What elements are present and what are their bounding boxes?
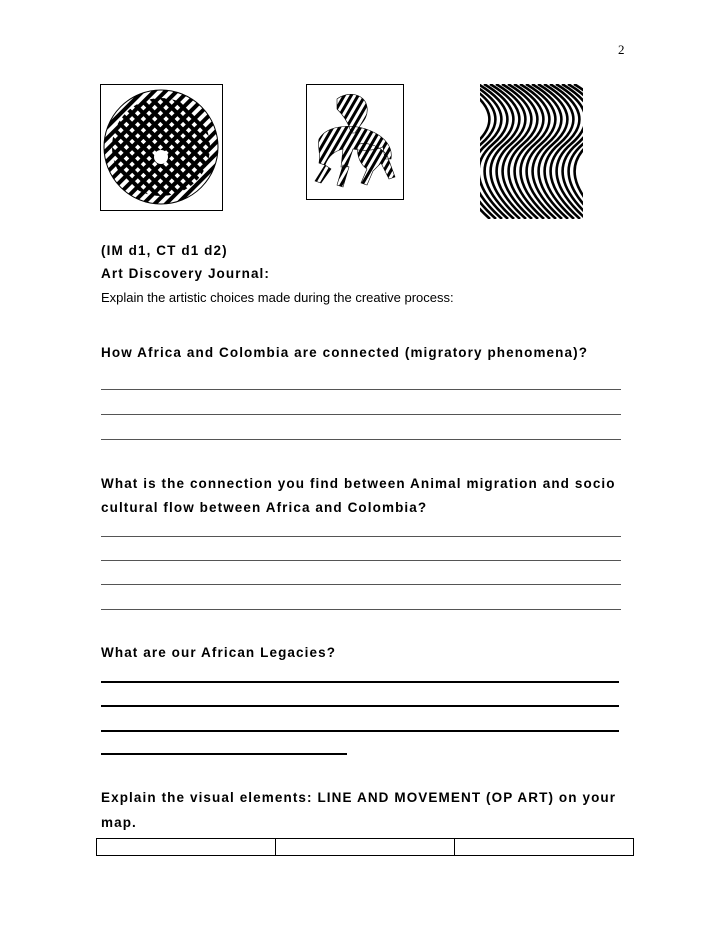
answer-line[interactable]	[101, 536, 621, 537]
answer-line[interactable]	[101, 389, 621, 390]
intro-text: Explain the artistic choices made during the creative process:	[101, 290, 454, 305]
answer-line[interactable]	[101, 730, 619, 732]
standards-code: (IM d1, CT d1 d2)	[101, 243, 228, 258]
journal-title: Art Discovery Journal:	[101, 266, 270, 281]
question-4-line-2: map.	[101, 815, 137, 830]
answer-line[interactable]	[101, 705, 619, 707]
answer-line[interactable]	[101, 414, 621, 415]
answer-table	[96, 838, 634, 856]
question-4-line-1: Explain the visual elements: LINE AND MOVEMENT (OP ART) on your	[101, 790, 617, 805]
table-cell[interactable]	[276, 839, 455, 855]
question-2-line-1: What is the connection you find between Animal migration and socio	[101, 476, 616, 491]
table-cell[interactable]	[455, 839, 633, 855]
question-3: What are our African Legacies?	[101, 645, 337, 660]
answer-line[interactable]	[101, 584, 621, 585]
page-number: 2	[618, 42, 625, 57]
answer-line[interactable]	[101, 681, 619, 683]
op-art-concentric-circle-image	[100, 84, 223, 211]
answer-line[interactable]	[101, 753, 347, 755]
op-art-zebras-image	[306, 84, 404, 200]
op-art-wavy-stripes-image	[480, 84, 583, 219]
answer-line[interactable]	[101, 560, 621, 561]
question-1: How Africa and Colombia are connected (migratory phenomena)?	[101, 345, 589, 360]
answer-line[interactable]	[101, 439, 621, 440]
answer-line[interactable]	[101, 609, 621, 610]
question-2-line-2: cultural flow between Africa and Colombia?	[101, 500, 428, 515]
table-cell[interactable]	[97, 839, 276, 855]
